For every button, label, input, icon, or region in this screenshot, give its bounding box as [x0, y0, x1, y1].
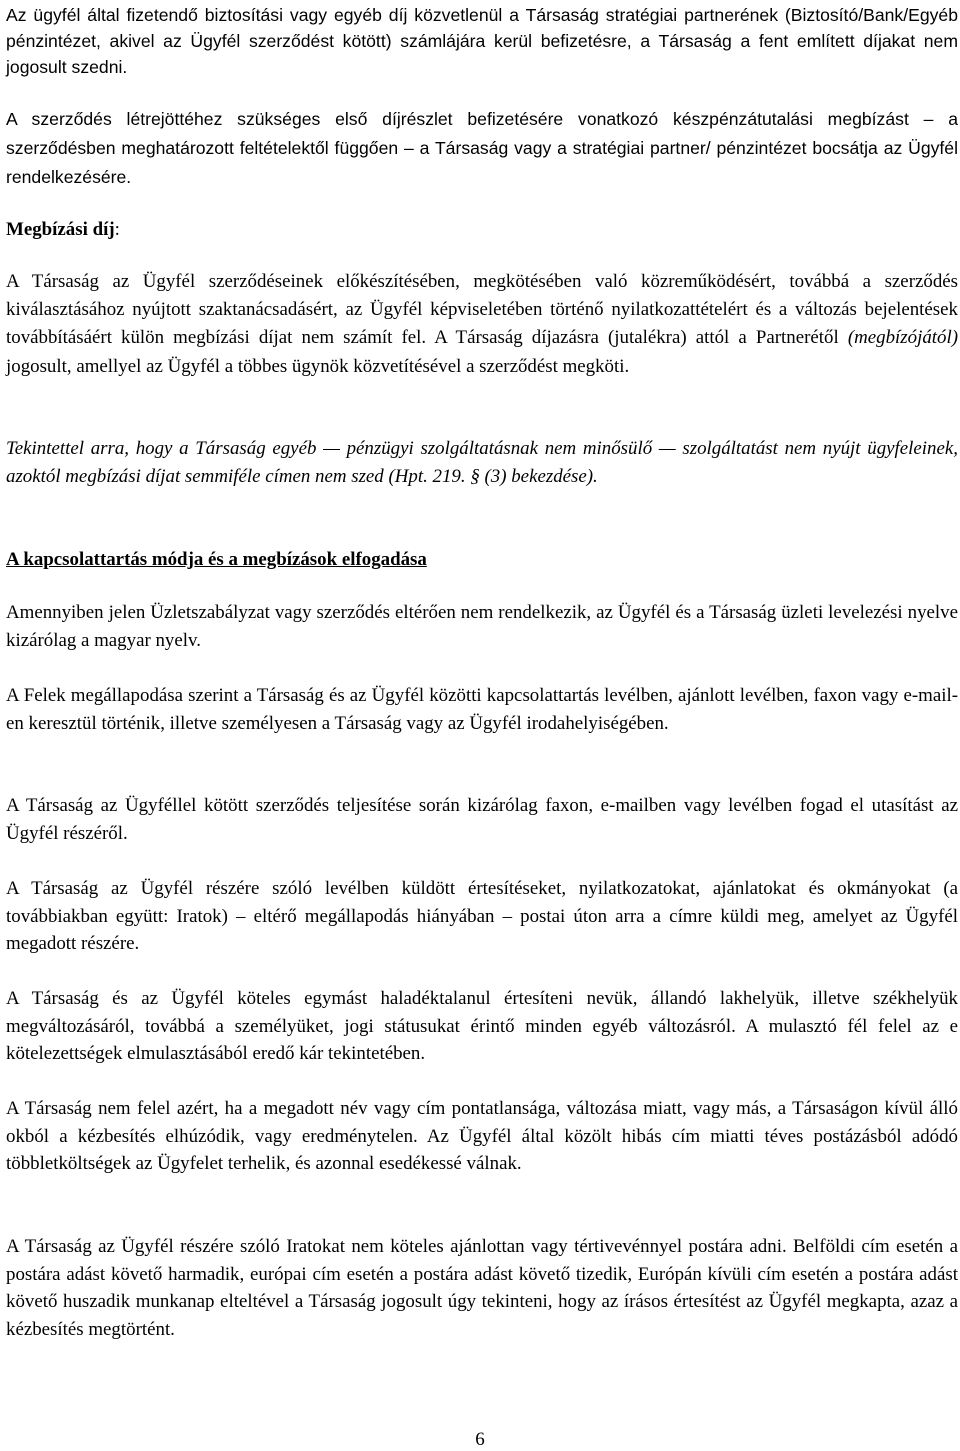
paragraph-language: Amennyiben jelen Üzletszabályzat vagy szerződés eltérően nem rendelkezik, az Ügyfél és a Társaság üzleti levelezési nyelve kizárólag a magyar nyelv.: [6, 602, 958, 651]
paragraph-instructions: A Társaság az Ügyféllel kötött szerződés teljesítése során kizárólag faxon, e-mailben vagy levélben fogad el utasítást az Ügyfél részéről.: [6, 795, 958, 844]
section-heading-contact: A kapcsolattartás módja és a megbízások elfogadása: [6, 549, 427, 570]
commission-fee-label: Megbízási díj: [6, 219, 115, 240]
paragraph-change-notification: A Társaság és az Ügyfél köteles egymást haladéktalanul értesíteni nevük, állandó lakhelyük, illetve székhelyük megváltozásáról, továbbá a személyüket, jogi státusukat érintő minden egyéb változásról. A mulasztó fél felel az e kötelezettségek elmulasztásából eredő kár tekintetében.: [6, 988, 958, 1065]
page-number: 6: [475, 1429, 485, 1450]
paragraph-delivery-deadlines: A Társaság az Ügyfél részére szóló Iratokat nem köteles ajánlottan vagy tértivevénnyel postára adni. Belföldi cím esetén a postára adást követő harmadik, európai cím esetén a postára adást követő tizedik, Európán kívüli cím esetén a postára adást követő huszadik munkanap elteltével a Társaság jogosult úgy tekinteni, hogy az írásos értesítést az Ügyfél megkapta, azaz a kézbesítés megtörtént.: [6, 1236, 958, 1340]
paragraph-documents-delivery: A Társaság az Ügyfél részére szóló levélben küldött értesítéseket, nyilatkozatokat, ajánlatokat és okmányokat (a továbbiakban együtt: Iratok) – eltérő megállapodás hiányában – postai úton arra a címre küldi meg, amelyet az Ügyfél megadott részére.: [6, 878, 958, 955]
commission-body-text: A Társaság az Ügyfél szerződéseinek előkészítésében, megkötésében való közreműködésért, továbbá a szerződés kiválasztásához nyújtott szaktanácsadásért, az Ügyfél képviseletében történő nyilatkozattételért és a változás bejelentések továbbításáért külön megbízási díjat nem számít fel. A Társaság díjazásra (jutalékra) attól a Partnerétől: [6, 271, 958, 349]
commission-body-end: jogosult, amellyel az Ügyfél a többes ügynök közvetítésével a szerződést megköti.: [6, 355, 630, 377]
paragraph-hpt-reference: Tekintettel arra, hogy a Társaság egyéb — pénzügyi szolgáltatásnak nem minősülő — szolgáltatást nem nyújt ügyfeleinek, azoktól megbízási díjat semmiféle címen nem szed (Hpt. 219. § (3) bekezdése).: [6, 438, 958, 487]
paragraph-commission-heading: [6, 216, 958, 244]
paragraph-commission-body: [6, 268, 958, 381]
commission-fee-colon: :: [114, 219, 120, 240]
paragraph-fees-intro: Az ügyfél által fizetendő biztosítási vagy egyéb díj közvetlenül a Társaság stratégiai partnerének (Biztosító/Bank/Egyéb pénzintézet, akivel az Ügyfél szerződést kötött) számlájára kerül befizetésre, a Társaság a fent említett díjakat nem jogosult szedni.: [6, 5, 958, 77]
paragraph-first-installment: A szerződés létrejöttéhez szükséges első díjrészlet befizetésére vonatkozó készpénzátutalási megbízást – a szerződésben meghatározott feltételektől függően – a Társaság vagy a stratégiai partner/ pénzintézet bocsátja az Ügyfél rendelkezésére.: [6, 109, 958, 187]
commission-body-italic: (megbízójától): [847, 327, 958, 349]
paragraph-liability: A Társaság nem felel azért, ha a megadott név vagy cím pontatlansága, változása miatt, vagy más, a Társaságon kívül álló okból a kézbesítés elhúzódik, vagy eredménytelen. Az Ügyfél által közölt hibás cím miatti téves postázásból adódó többletköltségek az Ügyfelet terhelik, és azonnal esedékessé válnak.: [6, 1098, 958, 1175]
paragraph-contact-methods: A Felek megállapodása szerint a Társaság és az Ügyfél közötti kapcsolattartás levélben, ajánlott levélben, faxon vagy e-mail-en keresztül történik, illetve személyesen a Társaság vagy az Ügyfél irodahelyiségében.: [6, 685, 958, 734]
